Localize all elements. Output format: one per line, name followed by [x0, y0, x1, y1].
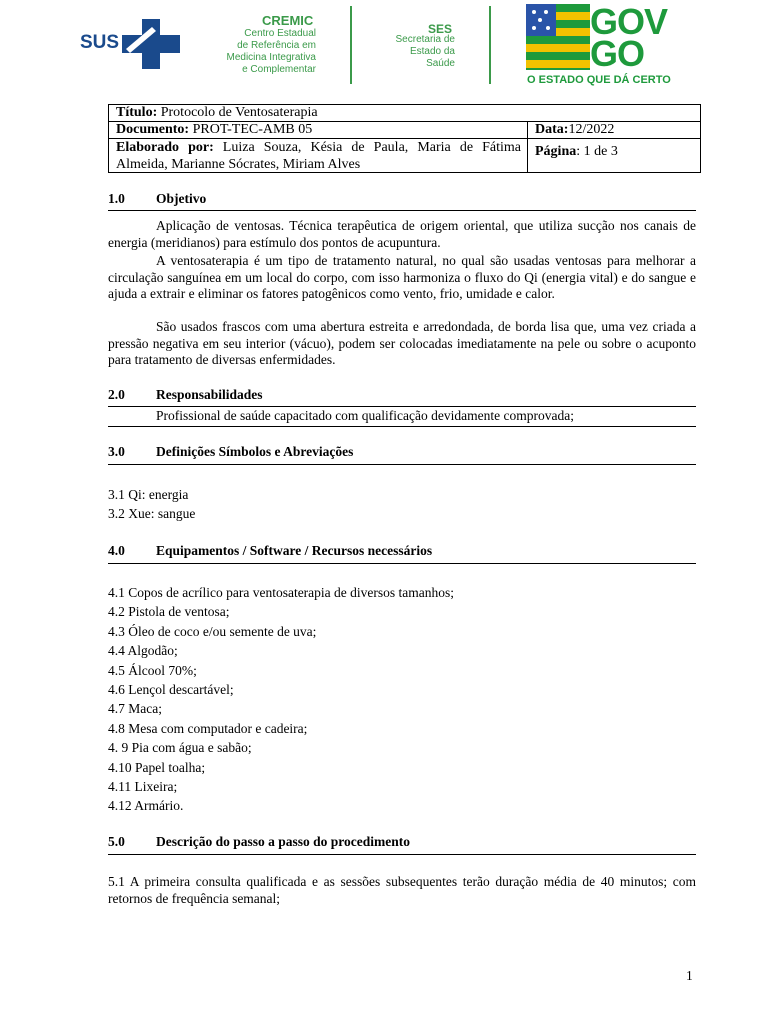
goias-flag-icon [526, 4, 590, 70]
section-3-title: Definições Símbolos e Abreviações [156, 444, 354, 459]
section-5-number: 5.0 [108, 834, 125, 849]
gov-line: GOV [590, 1, 668, 42]
ses-subtitle [384, 34, 455, 70]
list-item: 4.6 Lençol descartável; [108, 682, 234, 698]
ses-line: Secretaria de [395, 34, 455, 45]
data-cell [535, 121, 614, 138]
ses-line: Estado da [409, 46, 455, 57]
section-4-number: 4.0 [108, 543, 125, 558]
elaborado-line-1 [116, 139, 521, 156]
cremic-line: e Complementar [242, 64, 316, 75]
cremic-line: Centro Estadual [244, 28, 316, 39]
pagina-label: Página [535, 144, 577, 159]
section-rule [108, 464, 696, 465]
section-2-title: Responsabilidades [156, 387, 263, 402]
list-item: 4.11 Lixeira; [108, 779, 178, 795]
cremic-subtitle [214, 28, 316, 76]
elaborado-label: Elaborado por: [116, 140, 214, 155]
cremic-line: de Referência em [237, 40, 316, 51]
header-divider [350, 6, 352, 84]
ses-title: SES [428, 22, 453, 36]
titulo-label: Título: [116, 105, 158, 120]
list-item: 4.10 Papel toalha; [108, 759, 206, 775]
titulo-value: Protocolo de Ventosaterapia [157, 105, 318, 120]
list-item: 3.2 Xue: sangue [108, 506, 196, 522]
list-item: 4.3 Óleo de coco e/ou semente de uva; [108, 623, 317, 639]
section-1-paragraph-3: São usados frascos com uma abertura estreita e arredondada, de borda lisa que, uma vez criada a pressão negativa em seu interior (vácuo), podem ser colocadas imediatamente na pele ou sobre o acuponto para tratamento de diversas enfermidades. [108, 319, 696, 368]
list-item: 4.2 Pistola de ventosa; [108, 604, 230, 620]
data-label: Data: [535, 122, 569, 137]
section-5-paragraph-1: 5.1 A primeira consulta qualificada e as sessões subsequentes terão duração média de 40 minutos; com retornos de frequência semanal; [108, 874, 696, 906]
section-3-number: 3.0 [108, 444, 125, 459]
elaborado-cell [116, 139, 521, 173]
data-value: 12/2022 [568, 122, 615, 137]
section-2-number: 2.0 [108, 387, 125, 402]
list-item: 4.12 Armário. [108, 798, 184, 814]
section-rule [108, 210, 696, 211]
list-item: 3.1 Qi: energia [108, 487, 189, 502]
section-rule [108, 406, 696, 407]
list-item: 4.5 Álcool 70%; [108, 662, 197, 678]
gov-wordmark [590, 1, 668, 74]
list-item: 4.1 Copos de acrílico para ventosaterapia de diversos tamanhos; [108, 585, 455, 600]
pagina-value: : 1 de 3 [576, 144, 618, 159]
section-4-title: Equipamentos / Software / Recursos necessários [156, 543, 433, 558]
section-rule [108, 426, 696, 427]
list-item: 4. 9 Pia com água e sabão; [108, 740, 252, 756]
header-divider [489, 6, 491, 84]
titulo-cell [116, 104, 318, 121]
documento-cell [116, 121, 312, 138]
section-rule [108, 854, 696, 855]
section-1-title: Objetivo [156, 191, 207, 206]
sus-logo-text: SUS [80, 32, 120, 53]
cremic-line: Medicina Integrativa [226, 52, 316, 63]
section-3-list [108, 485, 195, 524]
list-item: 4.8 Mesa com computador e cadeira; [108, 720, 308, 736]
elaborado-names-2: Almeida, Marianne Sócrates, Miriam Alves [116, 157, 361, 172]
section-2-paragraph-1: Profissional de saúde capacitado com qualificação devidamente comprovada; [156, 408, 574, 423]
list-item: 4.4 Algodão; [108, 643, 178, 659]
list-item: 4.7 Maca; [108, 701, 162, 717]
pagina-cell [535, 143, 618, 160]
page-number: 1 [686, 968, 693, 983]
section-rule [108, 563, 696, 564]
go-line: GO [590, 33, 645, 74]
section-1-number: 1.0 [108, 191, 125, 206]
section-4-list [108, 583, 454, 816]
document-info-table [108, 104, 701, 172]
gov-slogan: O ESTADO QUE DÁ CERTO [527, 74, 671, 86]
elaborado-names-1: Luiza Souza, Késia de Paula, Maria de Fátima [213, 140, 521, 155]
ses-line: Saúde [426, 58, 455, 69]
section-1-paragraph-1: Aplicação de ventosas. Técnica terapêutica de origem oriental, que utiliza sucção nos canais de energia (meridianos) para estímulo dos pontos de acupuntura. [108, 218, 696, 250]
sus-cross-icon [122, 19, 180, 69]
section-1-paragraph-2: A ventosaterapia é um tipo de tratamento natural, no qual são usadas ventosas para melhorar a circulação sanguínea em um local do corpo, com isso harmoniza o fluxo do Qi (energia vital) e do sangue e ajuda a extrair e eliminar os fatores patogênicos como vento, frio, umidade e calor. [108, 253, 696, 302]
cremic-title: CREMIC [262, 13, 314, 28]
section-5-title: Descrição do passo a passo do procedimento [156, 834, 411, 849]
documento-label: Documento: [116, 122, 190, 137]
documento-value: PROT-TEC-AMB 05 [189, 122, 313, 137]
